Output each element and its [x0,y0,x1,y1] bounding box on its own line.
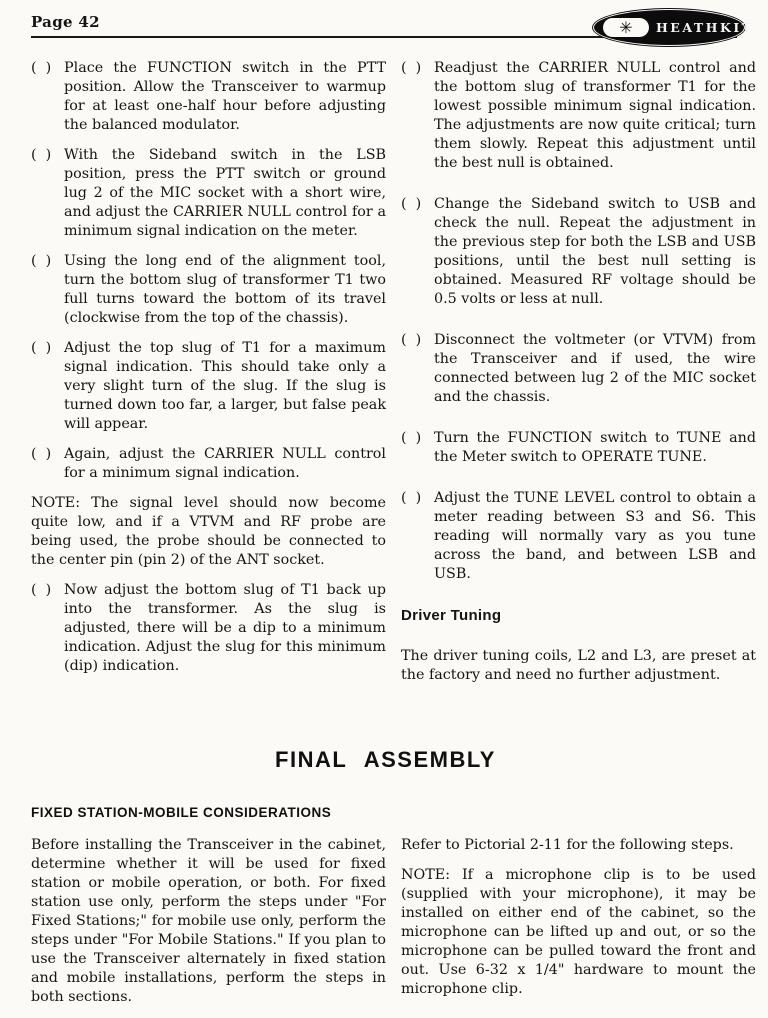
left-column [31,59,386,707]
subsection-title: FIXED STATION-MOBILE CONSIDERATIONS [31,805,332,820]
block-text: Now adjust the bottom slug of T1 back up into the transformer. As the slug is adjusted, there will be a dip to a minimum indication. Adjust the slug for this minimum (dip) indication. [64,582,386,674]
section-title: FINAL ASSEMBLY [275,747,496,772]
final-right-column [401,836,756,1018]
paragraph [31,836,386,1007]
final-assembly-section [31,747,756,1018]
checkbox-marker: ( ) [31,147,52,163]
heathkit-star-icon: ✳ [619,17,633,37]
block-text: Again, adjust the CARRIER NULL control for a minimum signal indication. [64,446,386,481]
block-text: Readjust the CARRIER NULL control and the bottom slug of transformer T1 for the lowest possible minimum signal indication. The adjustments are now quite critical; turn them slowly. Repeat this adjustment until the best null is obtained. [434,60,756,171]
block-text: Driver Tuning [401,607,502,624]
block-text: Change the Sideband switch to USB and check the null. Repeat the adjustment in the previous step for both the LSB and USB positions, until the best null setting is obtained. Measured RF voltage should be 0.5 volts or less at null. [434,196,756,307]
block-text: Using the long end of the alignment tool, turn the bottom slug of transformer T1 two full turns toward the bottom of its travel (clockwise from the top of the chassis). [64,253,386,326]
logo-wordmark: HEATHKIT [656,20,754,35]
checkbox-marker: ( ) [401,430,422,446]
checklist-item [401,59,756,173]
column-subheading [401,606,756,625]
checklist-item [31,59,386,135]
heathkit-logo [594,10,754,45]
logo-badge [603,18,649,37]
checkbox-marker: ( ) [401,332,422,348]
checklist-item [401,331,756,407]
block-text: NOTE: If a microphone clip is to be used (supplied with your microphone), it may be installed on either end of the cabinet, so the microphone can be lifted up and out, or so the microphone can be pulled toward the front and out. Use 6-32 x 1/4" hardware to mount the microphone clip. [401,867,756,997]
paragraph [401,647,756,685]
checklist-item [31,445,386,483]
block-text: Place the FUNCTION switch in the PTT position. Allow the Transceiver to warmup for at least one-half hour before adjusting the balanced modulator. [64,60,386,133]
block-text: Refer to Pictorial 2-11 for the following steps. [401,837,734,853]
checklist-item [401,429,756,467]
checkbox-marker: ( ) [401,490,422,506]
block-text: Turn the FUNCTION switch to TUNE and the Meter switch to OPERATE TUNE. [434,430,756,465]
checklist-item [31,252,386,328]
paragraph [31,494,386,570]
block-text: With the Sideband switch in the LSB position, press the PTT switch or ground lug 2 of the MIC socket with a short wire, and adjust the CARRIER NULL control for a minimum signal indication on the meter. [64,147,386,239]
block-text: Before installing the Transceiver in the cabinet, determine whether it will be used for fixed station or mobile operation, or both. For fixed station use only, perform the steps under "For Fixed Stations;" for mobile use only, perform the steps under "For Mobile Stations." If you plan to use the Transceiver alternately in fixed station and mobile installations, perform the steps in both sections. [31,837,386,1005]
checklist-item [401,195,756,309]
checklist-item [31,339,386,434]
paragraph [401,866,756,999]
checklist-item [31,146,386,241]
checkbox-marker: ( ) [31,582,52,598]
block-text: Adjust the top slug of T1 for a maximum signal indication. This should take only a very slight turn of the slug. If the slug is turned down too far, a larger, but false peak will appear. [64,340,386,432]
block-text: Adjust the TUNE LEVEL control to obtain a meter reading between S3 and S6. This reading will normally vary as you tune across the band, and between LSB and USB. [434,490,756,582]
checklist-item [401,489,756,584]
checklist-section [31,59,756,707]
checklist-item [31,581,386,676]
checkbox-marker: ( ) [31,340,52,356]
checkbox-marker: ( ) [401,60,422,76]
paragraph [401,836,756,855]
checkbox-marker: ( ) [31,60,52,76]
block-text: NOTE: The signal level should now become quite low, and if a VTVM and RF probe are being used, the probe should be connected to the center pin (pin 2) of the ANT socket. [31,495,386,568]
page-header [31,12,754,38]
block-text: Disconnect the voltmeter (or VTVM) from the Transceiver and if used, the wire connected between lug 2 of the MIC socket and the chassis. [434,332,756,405]
checkbox-marker: ( ) [401,196,422,212]
final-assembly-columns [31,836,756,1018]
block-text: The driver tuning coils, L2 and L3, are preset at the factory and need no further adjustment. [401,648,756,683]
page-number: Page 42 [31,13,100,31]
checkbox-marker: ( ) [31,253,52,269]
final-left-column [31,836,386,1018]
checkbox-marker: ( ) [31,446,52,462]
right-column [401,59,756,707]
